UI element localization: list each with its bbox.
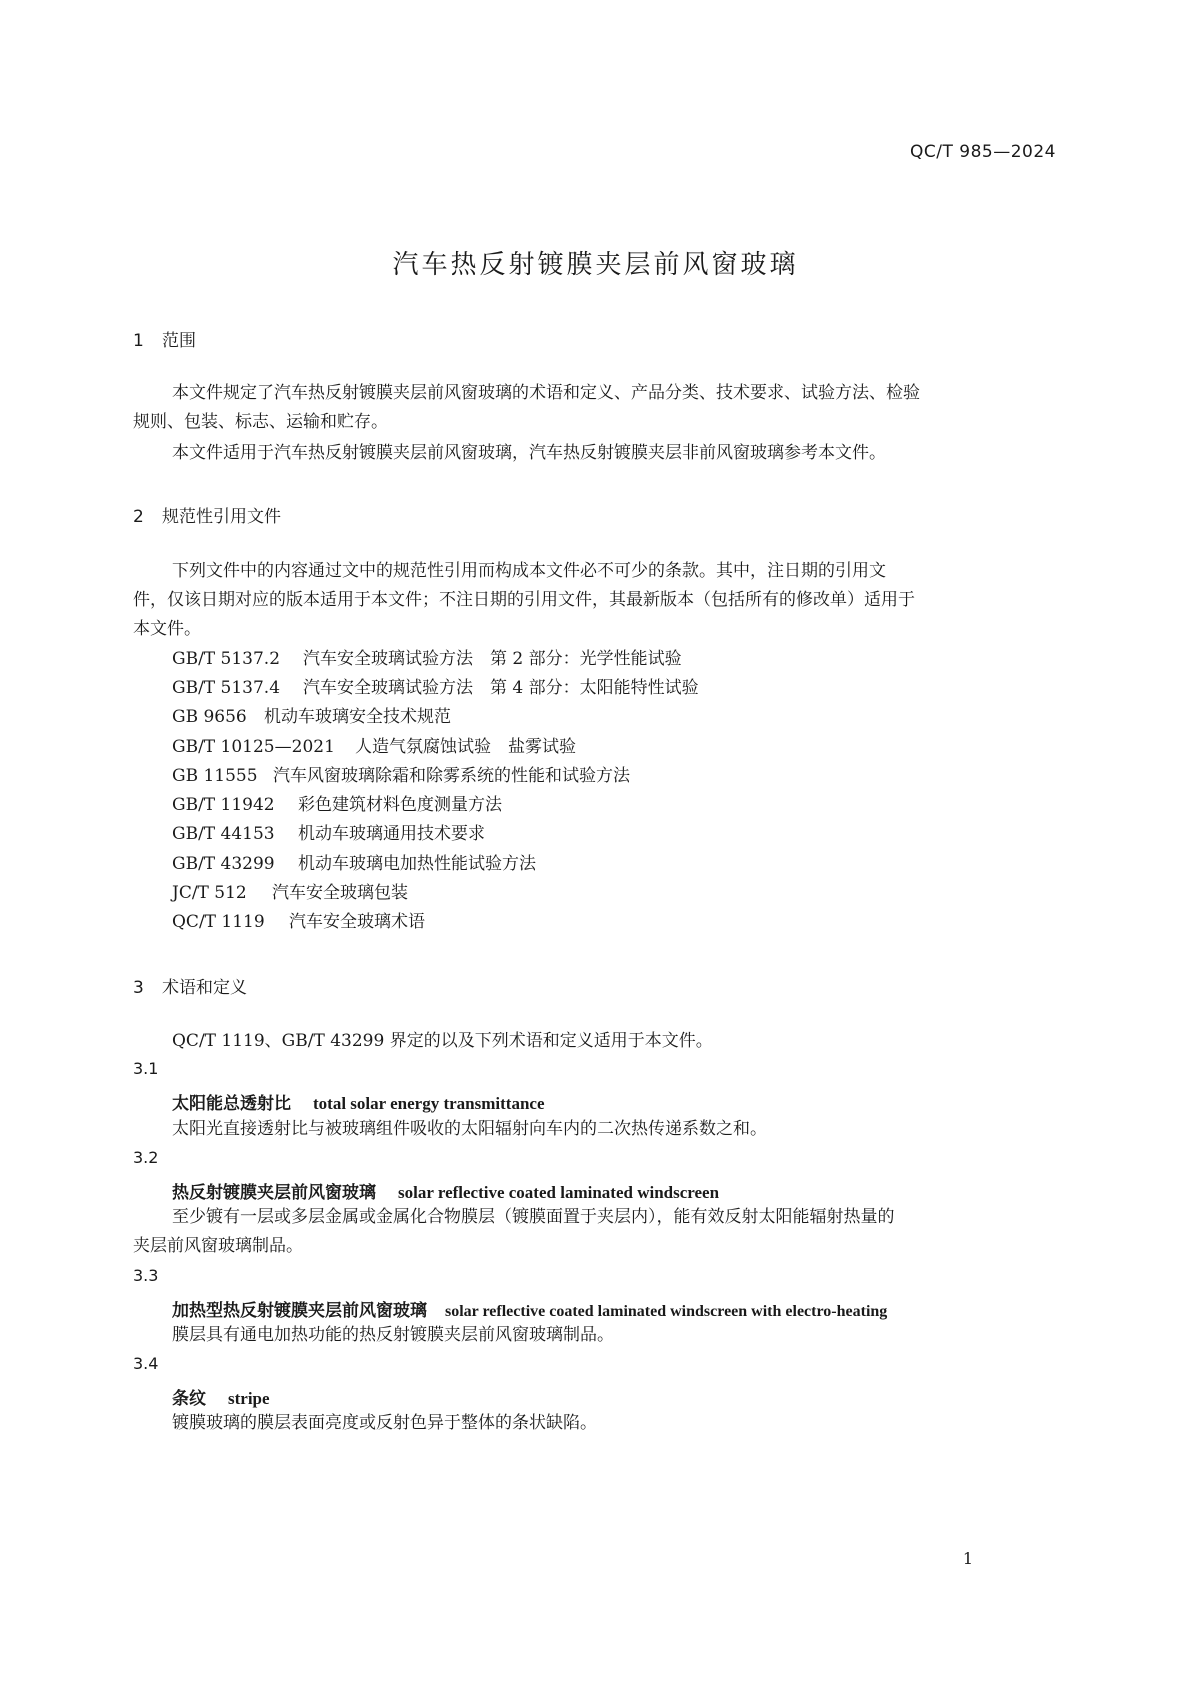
term-name <box>172 1178 719 1203</box>
document-title: 汽车热反射镀膜夹层前风窗玻璃 <box>392 250 799 280</box>
paragraph-line: 件，仅该日期对应的版本适用于本文件；不注日期的引用文件，其最新版本（包括所有的修改单）适用于 <box>133 590 915 610</box>
section-3-heading <box>133 973 247 998</box>
reference-code: GB/T 5137.2 <box>172 649 281 669</box>
paragraph-line: 下列文件中的内容通过文中的规范性引用而构成本文件必不可少的条款。其中，注日期的引用文 <box>172 561 886 581</box>
section-title: 术语和定义 <box>162 978 247 998</box>
term-name-zh: 加热型热反射镀膜夹层前风窗玻璃 <box>172 1301 427 1321</box>
reference-title: 汽车风窗玻璃除霜和除雾系统的性能和试验方法 <box>273 766 630 786</box>
section-1-heading <box>133 326 196 351</box>
reference-title: 机动车玻璃电加热性能试验方法 <box>298 854 536 874</box>
reference-code: GB/T 5137.4 <box>172 678 281 698</box>
term-name <box>172 1296 887 1321</box>
paragraph-line: QC/T 1119、GB/T 43299 界定的以及下列术语和定义适用于本文件。 <box>172 1031 713 1051</box>
reference-title: 汽车安全玻璃试验方法 第 2 部分：光学性能试验 <box>303 649 682 669</box>
reference-item <box>172 644 682 674</box>
term-definition: 膜层具有通电加热功能的热反射镀膜夹层前风窗玻璃制品。 <box>172 1325 614 1345</box>
reference-item <box>172 907 425 937</box>
term-name-zh: 条纹 <box>172 1389 206 1409</box>
term-number: 3.4 <box>133 1354 159 1373</box>
term-definition: 镀膜玻璃的膜层表面亮度或反射色异于整体的条状缺陷。 <box>172 1413 597 1433</box>
term-name <box>172 1089 545 1114</box>
reference-title: 机动车玻璃通用技术要求 <box>298 824 485 844</box>
section-number: 1 <box>133 331 144 351</box>
section-title: 范围 <box>162 331 196 351</box>
section-number: 3 <box>133 978 144 998</box>
paragraph-line: 本文件规定了汽车热反射镀膜夹层前风窗玻璃的术语和定义、产品分类、技术要求、试验方法、检验 <box>172 383 920 403</box>
reference-item <box>172 819 485 849</box>
term-number: 3.2 <box>133 1148 159 1167</box>
reference-code: GB 9656 <box>172 707 247 727</box>
reference-title: 汽车安全玻璃试验方法 第 4 部分：太阳能特性试验 <box>303 678 699 698</box>
term-name-zh: 太阳能总透射比 <box>172 1094 291 1114</box>
reference-title: 汽车安全玻璃包装 <box>272 883 408 903</box>
section-number: 2 <box>133 507 144 527</box>
term-name-zh: 热反射镀膜夹层前风窗玻璃 <box>172 1183 376 1203</box>
paragraph-line: 规则、包装、标志、运输和贮存。 <box>133 412 388 432</box>
reference-item <box>172 732 576 762</box>
term-definition: 至少镀有一层或多层金属或金属化合物膜层（镀膜面置于夹层内），能有效反射太阳能辐射热量的 <box>172 1207 895 1227</box>
section-title: 规范性引用文件 <box>162 507 281 527</box>
reference-title: 机动车玻璃安全技术规范 <box>264 707 451 727</box>
reference-code: GB 11555 <box>172 766 258 786</box>
reference-code: GB/T 44153 <box>172 824 275 844</box>
reference-code: GB/T 11942 <box>172 795 275 815</box>
reference-title: 人造气氛腐蚀试验 盐雾试验 <box>355 737 576 757</box>
reference-code: GB/T 43299 <box>172 854 275 874</box>
page-number: 1 <box>962 1549 973 1568</box>
reference-code: JC/T 512 <box>172 883 247 903</box>
term-name-en: solar reflective coated laminated windscreen with electro-heating <box>445 1303 888 1320</box>
reference-item <box>172 849 536 879</box>
reference-title: 汽车安全玻璃术语 <box>289 912 425 932</box>
term-name <box>172 1384 270 1409</box>
paragraph-line: 本文件适用于汽车热反射镀膜夹层前风窗玻璃，汽车热反射镀膜夹层非前风窗玻璃参考本文件。 <box>172 443 886 463</box>
term-number: 3.1 <box>133 1059 159 1078</box>
term-definition: 太阳光直接透射比与被玻璃组件吸收的太阳辐射向车内的二次热传递系数之和。 <box>172 1119 767 1139</box>
reference-item <box>172 761 630 791</box>
reference-item <box>172 790 502 820</box>
reference-item <box>172 702 451 732</box>
term-definition: 夹层前风窗玻璃制品。 <box>133 1236 303 1256</box>
standard-code: QC/T 985—2024 <box>910 142 1056 162</box>
paragraph-line: 本文件。 <box>133 619 201 639</box>
reference-code: QC/T 1119 <box>172 912 265 932</box>
term-name-en: stripe <box>228 1389 270 1408</box>
term-name-en: total solar energy transmittance <box>313 1094 545 1113</box>
section-2-heading <box>133 502 281 527</box>
term-name-en: solar reflective coated laminated windscreen <box>398 1183 720 1202</box>
reference-code: GB/T 10125—2021 <box>172 737 335 757</box>
term-number: 3.3 <box>133 1266 159 1285</box>
reference-item <box>172 878 408 908</box>
reference-item <box>172 673 699 703</box>
reference-title: 彩色建筑材料色度测量方法 <box>298 795 502 815</box>
